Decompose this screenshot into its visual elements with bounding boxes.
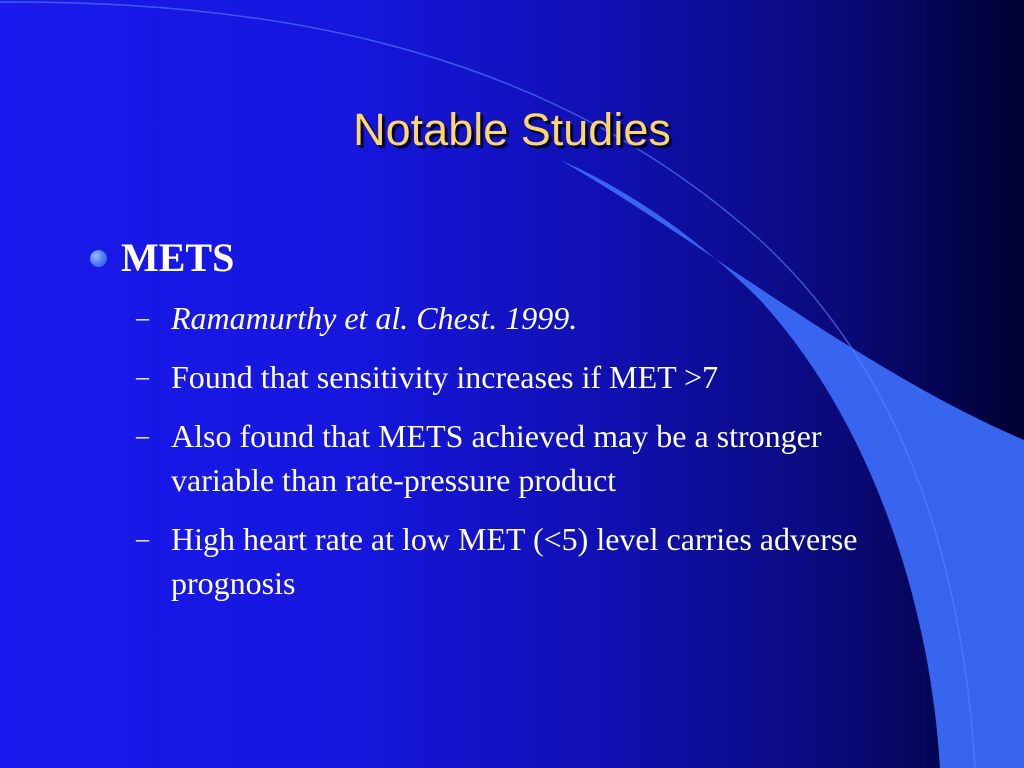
dash-icon: –: [136, 362, 149, 391]
sub-bullet-text: High heart rate at low MET (<5) level carries adverse prognosis: [171, 521, 858, 601]
sub-bullet-item: [136, 355, 916, 399]
slide-title: Notable Studies: [353, 104, 671, 155]
dash-icon: –: [136, 524, 149, 553]
sub-bullet-item: [136, 517, 916, 605]
bullet-item-mets: [90, 234, 234, 281]
sub-bullet-list: [136, 296, 916, 620]
bullet-dot-icon: [90, 250, 107, 267]
dash-icon: –: [136, 303, 149, 332]
dash-icon: –: [136, 421, 149, 450]
sub-bullet-text: Ramamurthy et al. Chest. 1999.: [171, 300, 578, 336]
sub-bullet-item: [136, 414, 916, 502]
sub-bullet-text: Also found that METS achieved may be a stronger variable than rate-pressure product: [171, 418, 822, 498]
sub-bullet-text: Found that sensitivity increases if MET >7: [171, 359, 719, 395]
bullet-text: METS: [121, 235, 235, 280]
sub-bullet-item: [136, 296, 916, 340]
